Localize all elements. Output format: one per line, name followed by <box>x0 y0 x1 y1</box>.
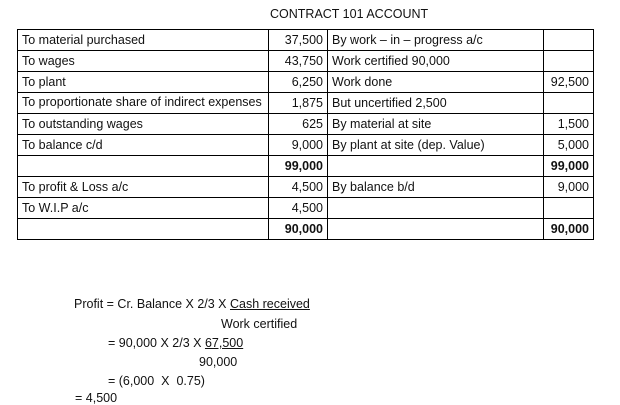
table-row <box>18 51 594 72</box>
credit-particular <box>328 219 544 240</box>
credit-total: 99,000 <box>544 156 594 177</box>
formula-line-1 <box>74 297 310 311</box>
debit-amount: 625 <box>269 114 328 135</box>
debit-amount: 4,500 <box>269 198 328 219</box>
credit-particular: Work certified 90,000 <box>328 51 544 72</box>
credit-particular <box>328 156 544 177</box>
credit-total: 90,000 <box>544 219 594 240</box>
credit-amount: 1,500 <box>544 114 594 135</box>
table-row-total <box>18 219 594 240</box>
debit-particular <box>18 219 269 240</box>
credit-amount: 5,000 <box>544 135 594 156</box>
debit-particular: To balance c/d <box>18 135 269 156</box>
table-row <box>18 114 594 135</box>
account-title: CONTRACT 101 ACCOUNT <box>270 7 429 21</box>
table-row-total <box>18 156 594 177</box>
debit-particular: To material purchased <box>18 30 269 51</box>
debit-total: 99,000 <box>269 156 328 177</box>
formula-numerator: 67,500 <box>204 336 244 350</box>
debit-particular: To profit & Loss a/c <box>18 177 269 198</box>
table-row <box>18 72 594 93</box>
credit-particular: By balance b/d <box>328 177 544 198</box>
debit-particular: To W.I.P a/c <box>18 198 269 219</box>
debit-total: 90,000 <box>269 219 328 240</box>
formula-prefix: Profit = Cr. Balance X 2/3 X <box>74 297 230 311</box>
credit-particular: But uncertified 2,500 <box>328 93 544 114</box>
debit-particular <box>18 156 269 177</box>
debit-amount: 6,250 <box>269 72 328 93</box>
credit-particular: By material at site <box>328 114 544 135</box>
debit-amount: 9,000 <box>269 135 328 156</box>
table-row <box>18 93 594 114</box>
debit-amount: 43,750 <box>269 51 328 72</box>
formula-result: = 4,500 <box>75 391 118 405</box>
credit-amount: 9,000 <box>544 177 594 198</box>
credit-particular: Work done <box>328 72 544 93</box>
formula-denominator: 90,000 <box>199 355 238 369</box>
formula-numerator: Cash received <box>229 297 310 311</box>
debit-particular: To outstanding wages <box>18 114 269 135</box>
formula-line-3: = (6,000 X 0.75) <box>108 374 205 388</box>
credit-amount <box>544 198 594 219</box>
table-row <box>18 30 594 51</box>
credit-amount <box>544 93 594 114</box>
formula-prefix: = 90,000 X 2/3 X <box>108 336 205 350</box>
table-row <box>18 198 594 219</box>
credit-particular <box>328 198 544 219</box>
credit-particular: By work – in – progress a/c <box>328 30 544 51</box>
credit-amount <box>544 30 594 51</box>
credit-amount: 92,500 <box>544 72 594 93</box>
credit-particular: By plant at site (dep. Value) <box>328 135 544 156</box>
table-row <box>18 177 594 198</box>
debit-amount: 1,875 <box>269 93 328 114</box>
debit-amount: 4,500 <box>269 177 328 198</box>
formula-denominator: Work certified <box>221 317 298 331</box>
debit-amount: 37,500 <box>269 30 328 51</box>
contract-account-table <box>17 29 594 240</box>
formula-line-2 <box>108 336 243 350</box>
debit-particular: To wages <box>18 51 269 72</box>
debit-particular: To proportionate share of indirect expenses <box>18 93 269 114</box>
debit-particular: To plant <box>18 72 269 93</box>
credit-amount <box>544 51 594 72</box>
table-row <box>18 135 594 156</box>
